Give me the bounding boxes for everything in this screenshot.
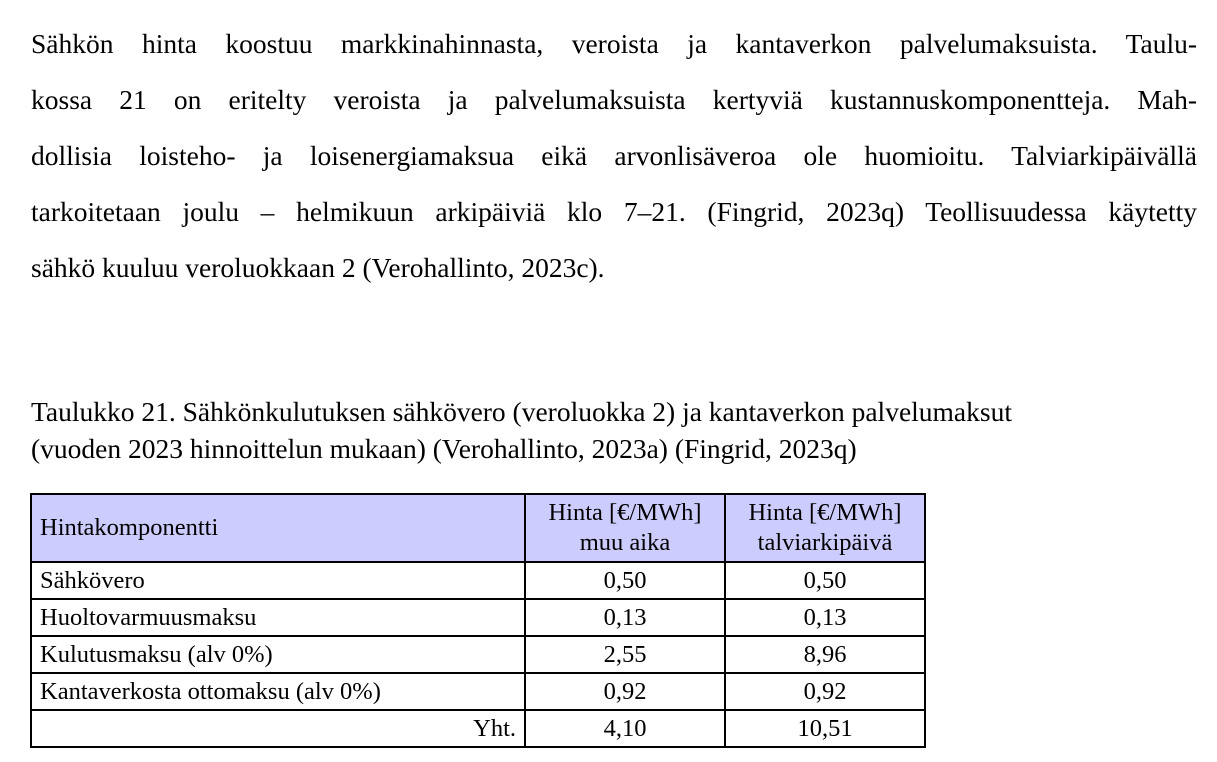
header-price-other-time [525,494,725,562]
table-body [31,562,925,747]
total-price-winter: 10,51 [725,710,925,747]
table-row [31,673,925,710]
paragraph-line-3: dollisia loisteho- ja loisenergiamaksua eikä arvonlisäveroa ole huomioitu. Talviarkipäivällä [31,140,1197,171]
row-price-other: 0,50 [525,562,725,599]
header-price-winter-line1: Hinta [€/MWh] [748,499,902,526]
paragraph-line-5: sähkö kuuluu veroluokkaan 2 (Verohallinto, 2023c). [31,252,605,283]
row-price-winter: 8,96 [725,636,925,673]
table-caption [31,393,1197,467]
header-price-other-line1: Hinta [€/MWh] [548,499,702,526]
total-price-other: 4,10 [525,710,725,747]
total-label: Yht. [31,710,525,747]
row-price-other: 0,92 [525,673,725,710]
price-components-table [30,493,926,748]
row-component: Kantaverkosta ottomaksu (alv 0%) [31,673,525,710]
caption-line-2: (vuoden 2023 hinnoittelun mukaan) (Verohallinto, 2023a) (Fingrid, 2023q) [31,433,857,464]
row-component: Kulutusmaksu (alv 0%) [31,636,525,673]
table-row [31,562,925,599]
row-component: Sähkövero [31,562,525,599]
row-price-winter: 0,92 [725,673,925,710]
paragraph-line-1: Sähkön hinta koostuu markkinahinnasta, veroista ja kantaverkon palvelumaksuista. Taulu- [31,28,1197,59]
row-price-winter: 0,13 [725,599,925,636]
row-price-other: 0,13 [525,599,725,636]
paragraph-line-2: kossa 21 on eritelty veroista ja palvelumaksuista kertyviä kustannuskomponentteja. Mah- [31,84,1197,115]
row-component: Huoltovarmuusmaksu [31,599,525,636]
body-paragraph [31,16,1197,296]
table-header [31,494,925,562]
table-row [31,636,925,673]
header-price-winter-line2: talviarkipäivä [757,529,893,556]
table-total-row [31,710,925,747]
row-price-other: 2,55 [525,636,725,673]
table-header-row [31,494,925,562]
header-price-winter-weekday [725,494,925,562]
table-row [31,599,925,636]
header-component: Hintakomponentti [31,494,525,562]
caption-line-1: Taulukko 21. Sähkönkulutuksen sähkövero (veroluokka 2) ja kantaverkon palvelumaksut [31,396,1012,427]
row-price-winter: 0,50 [725,562,925,599]
paragraph-line-4: tarkoitetaan joulu – helmikuun arkipäiviä klo 7–21. (Fingrid, 2023q) Teollisuudessa käytetty [31,196,1197,227]
header-price-other-line2: muu aika [579,529,671,556]
